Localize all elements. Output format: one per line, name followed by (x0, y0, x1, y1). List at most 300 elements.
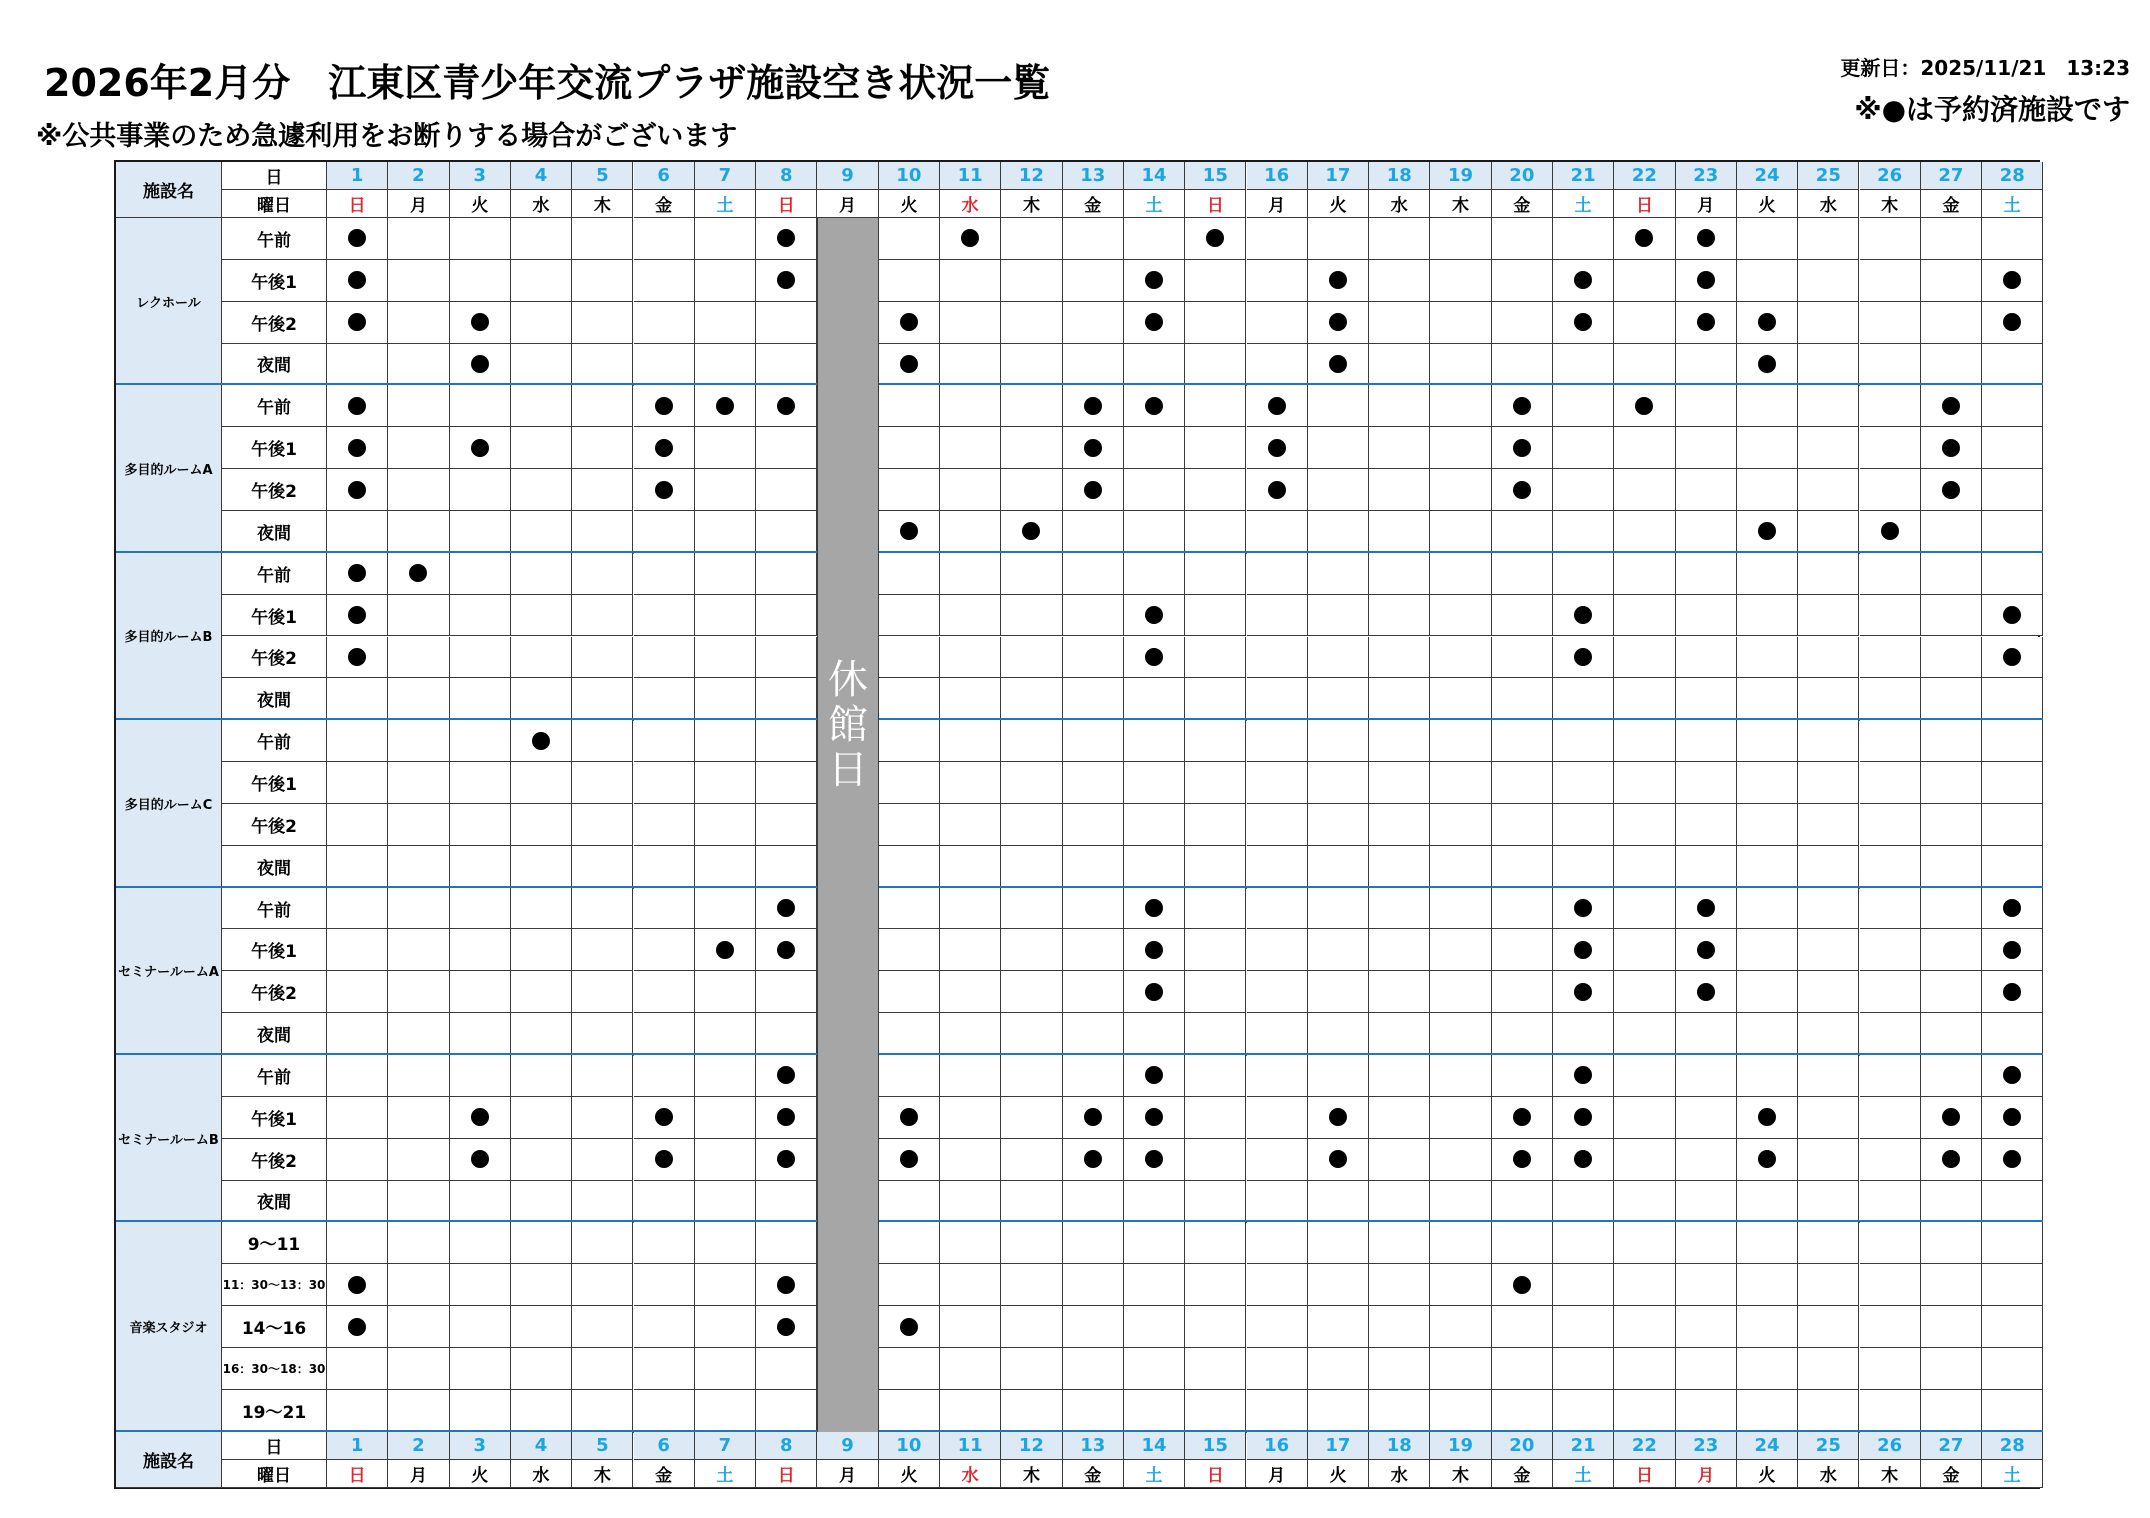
availability-cell[interactable] (1553, 888, 1614, 930)
availability-cell[interactable] (1614, 1013, 1675, 1055)
availability-cell[interactable] (450, 1348, 511, 1390)
availability-cell[interactable] (1430, 804, 1491, 846)
availability-cell[interactable] (695, 469, 756, 511)
availability-cell[interactable] (1614, 302, 1675, 344)
availability-cell[interactable] (1982, 427, 2043, 469)
availability-cell[interactable] (1308, 1013, 1369, 1055)
availability-cell[interactable] (1553, 1348, 1614, 1390)
availability-cell[interactable] (1124, 302, 1185, 344)
availability-cell[interactable] (1124, 218, 1185, 260)
availability-cell[interactable] (1614, 1348, 1675, 1390)
availability-cell[interactable] (1430, 427, 1491, 469)
availability-cell[interactable] (1124, 1013, 1185, 1055)
availability-cell[interactable] (572, 1348, 633, 1390)
availability-cell[interactable] (1614, 804, 1675, 846)
availability-cell[interactable] (1553, 553, 1614, 595)
availability-cell[interactable] (1982, 260, 2043, 302)
availability-cell[interactable] (695, 385, 756, 427)
availability-cell[interactable] (1982, 218, 2043, 260)
availability-cell[interactable] (634, 678, 695, 720)
availability-cell[interactable] (388, 218, 449, 260)
availability-cell[interactable] (450, 1222, 511, 1264)
availability-cell[interactable] (327, 637, 388, 679)
availability-cell[interactable] (634, 1306, 695, 1348)
availability-cell[interactable] (1798, 1055, 1859, 1097)
availability-cell[interactable] (327, 385, 388, 427)
availability-cell[interactable] (1798, 595, 1859, 637)
availability-cell[interactable] (1063, 260, 1124, 302)
availability-cell[interactable] (1430, 888, 1491, 930)
availability-cell[interactable] (1860, 971, 1921, 1013)
availability-cell[interactable] (1185, 1264, 1246, 1306)
availability-cell[interactable] (1124, 469, 1185, 511)
availability-cell[interactable] (1676, 260, 1737, 302)
availability-cell[interactable] (1553, 427, 1614, 469)
availability-cell[interactable] (1676, 218, 1737, 260)
availability-cell[interactable] (1798, 929, 1859, 971)
availability-cell[interactable] (879, 595, 940, 637)
availability-cell[interactable] (1430, 929, 1491, 971)
availability-cell[interactable] (1798, 1306, 1859, 1348)
availability-cell[interactable] (1369, 678, 1430, 720)
availability-cell[interactable] (756, 678, 817, 720)
availability-cell[interactable] (940, 804, 1001, 846)
availability-cell[interactable] (1185, 595, 1246, 637)
availability-cell[interactable] (1982, 1390, 2043, 1432)
availability-cell[interactable] (1308, 846, 1369, 888)
availability-cell[interactable] (1369, 1390, 1430, 1432)
availability-cell[interactable] (511, 553, 572, 595)
availability-cell[interactable] (1553, 804, 1614, 846)
availability-cell[interactable] (1492, 218, 1553, 260)
availability-cell[interactable] (1798, 1390, 1859, 1432)
availability-cell[interactable] (1492, 469, 1553, 511)
availability-cell[interactable] (1185, 553, 1246, 595)
availability-cell[interactable] (1982, 1139, 2043, 1181)
availability-cell[interactable] (940, 344, 1001, 386)
availability-cell[interactable] (695, 595, 756, 637)
availability-cell[interactable] (572, 1097, 633, 1139)
availability-cell[interactable] (1369, 385, 1430, 427)
availability-cell[interactable] (1614, 1306, 1675, 1348)
availability-cell[interactable] (1001, 971, 1062, 1013)
availability-cell[interactable] (1921, 804, 1982, 846)
availability-cell[interactable] (1614, 971, 1675, 1013)
availability-cell[interactable] (511, 302, 572, 344)
availability-cell[interactable] (1921, 1055, 1982, 1097)
availability-cell[interactable] (1921, 469, 1982, 511)
availability-cell[interactable] (879, 637, 940, 679)
availability-cell[interactable] (1553, 511, 1614, 553)
availability-cell[interactable] (695, 678, 756, 720)
availability-cell[interactable] (940, 1390, 1001, 1432)
availability-cell[interactable] (1247, 1306, 1308, 1348)
availability-cell[interactable] (388, 762, 449, 804)
availability-cell[interactable] (1001, 260, 1062, 302)
availability-cell[interactable] (1308, 302, 1369, 344)
availability-cell[interactable] (756, 1348, 817, 1390)
availability-cell[interactable] (1063, 1013, 1124, 1055)
availability-cell[interactable] (1676, 385, 1737, 427)
availability-cell[interactable] (1921, 1097, 1982, 1139)
availability-cell[interactable] (1308, 469, 1369, 511)
availability-cell[interactable] (1737, 260, 1798, 302)
availability-cell[interactable] (1676, 846, 1737, 888)
availability-cell[interactable] (1001, 302, 1062, 344)
availability-cell[interactable] (756, 595, 817, 637)
availability-cell[interactable] (327, 553, 388, 595)
availability-cell[interactable] (1798, 385, 1859, 427)
availability-cell[interactable] (1492, 1055, 1553, 1097)
availability-cell[interactable] (695, 1264, 756, 1306)
availability-cell[interactable] (1676, 1306, 1737, 1348)
availability-cell[interactable] (1369, 1013, 1430, 1055)
availability-cell[interactable] (1737, 1348, 1798, 1390)
availability-cell[interactable] (695, 511, 756, 553)
availability-cell[interactable] (1614, 637, 1675, 679)
availability-cell[interactable] (1247, 804, 1308, 846)
availability-cell[interactable] (1614, 1139, 1675, 1181)
availability-cell[interactable] (1982, 344, 2043, 386)
availability-cell[interactable] (1921, 1139, 1982, 1181)
availability-cell[interactable] (634, 344, 695, 386)
availability-cell[interactable] (1676, 595, 1737, 637)
availability-cell[interactable] (1001, 678, 1062, 720)
availability-cell[interactable] (327, 1264, 388, 1306)
availability-cell[interactable] (327, 1055, 388, 1097)
availability-cell[interactable] (940, 762, 1001, 804)
availability-cell[interactable] (511, 1390, 572, 1432)
availability-cell[interactable] (572, 1306, 633, 1348)
availability-cell[interactable] (1430, 511, 1491, 553)
availability-cell[interactable] (1860, 1181, 1921, 1223)
availability-cell[interactable] (1676, 1097, 1737, 1139)
availability-cell[interactable] (1737, 637, 1798, 679)
availability-cell[interactable] (1369, 888, 1430, 930)
availability-cell[interactable] (940, 302, 1001, 344)
availability-cell[interactable] (572, 344, 633, 386)
availability-cell[interactable] (1492, 720, 1553, 762)
availability-cell[interactable] (1185, 344, 1246, 386)
availability-cell[interactable] (327, 678, 388, 720)
availability-cell[interactable] (1553, 260, 1614, 302)
availability-cell[interactable] (695, 260, 756, 302)
availability-cell[interactable] (1063, 1222, 1124, 1264)
availability-cell[interactable] (1247, 344, 1308, 386)
availability-cell[interactable] (634, 260, 695, 302)
availability-cell[interactable] (1676, 720, 1737, 762)
availability-cell[interactable] (1553, 1013, 1614, 1055)
availability-cell[interactable] (695, 218, 756, 260)
availability-cell[interactable] (879, 720, 940, 762)
availability-cell[interactable] (327, 720, 388, 762)
availability-cell[interactable] (940, 1306, 1001, 1348)
availability-cell[interactable] (1247, 1139, 1308, 1181)
availability-cell[interactable] (1001, 1139, 1062, 1181)
availability-cell[interactable] (327, 1390, 388, 1432)
availability-cell[interactable] (511, 762, 572, 804)
availability-cell[interactable] (450, 762, 511, 804)
availability-cell[interactable] (1185, 846, 1246, 888)
availability-cell[interactable] (1124, 1348, 1185, 1390)
availability-cell[interactable] (388, 1139, 449, 1181)
availability-cell[interactable] (1492, 427, 1553, 469)
availability-cell[interactable] (1798, 971, 1859, 1013)
availability-cell[interactable] (1798, 1222, 1859, 1264)
availability-cell[interactable] (388, 929, 449, 971)
availability-cell[interactable] (1982, 762, 2043, 804)
availability-cell[interactable] (1308, 637, 1369, 679)
availability-cell[interactable] (1001, 385, 1062, 427)
availability-cell[interactable] (388, 595, 449, 637)
availability-cell[interactable] (1553, 1181, 1614, 1223)
availability-cell[interactable] (1247, 511, 1308, 553)
availability-cell[interactable] (1921, 511, 1982, 553)
availability-cell[interactable] (879, 1097, 940, 1139)
availability-cell[interactable] (1247, 1097, 1308, 1139)
availability-cell[interactable] (1369, 218, 1430, 260)
availability-cell[interactable] (1737, 804, 1798, 846)
availability-cell[interactable] (1921, 344, 1982, 386)
availability-cell[interactable] (1308, 1390, 1369, 1432)
availability-cell[interactable] (450, 1181, 511, 1223)
availability-cell[interactable] (450, 595, 511, 637)
availability-cell[interactable] (1737, 302, 1798, 344)
availability-cell[interactable] (1369, 1181, 1430, 1223)
availability-cell[interactable] (1860, 846, 1921, 888)
availability-cell[interactable] (756, 1181, 817, 1223)
availability-cell[interactable] (1553, 1055, 1614, 1097)
availability-cell[interactable] (1247, 1390, 1308, 1432)
availability-cell[interactable] (388, 1222, 449, 1264)
availability-cell[interactable] (1369, 260, 1430, 302)
availability-cell[interactable] (1982, 1055, 2043, 1097)
availability-cell[interactable] (1614, 846, 1675, 888)
availability-cell[interactable] (1860, 888, 1921, 930)
availability-cell[interactable] (1982, 302, 2043, 344)
availability-cell[interactable] (1185, 385, 1246, 427)
availability-cell[interactable] (879, 929, 940, 971)
availability-cell[interactable] (756, 469, 817, 511)
availability-cell[interactable] (327, 427, 388, 469)
availability-cell[interactable] (756, 1097, 817, 1139)
availability-cell[interactable] (1614, 678, 1675, 720)
availability-cell[interactable] (1308, 1264, 1369, 1306)
availability-cell[interactable] (1614, 762, 1675, 804)
availability-cell[interactable] (511, 1222, 572, 1264)
availability-cell[interactable] (1614, 1390, 1675, 1432)
availability-cell[interactable] (572, 1013, 633, 1055)
availability-cell[interactable] (1185, 971, 1246, 1013)
availability-cell[interactable] (1860, 469, 1921, 511)
availability-cell[interactable] (1860, 595, 1921, 637)
availability-cell[interactable] (634, 1013, 695, 1055)
availability-cell[interactable] (1798, 218, 1859, 260)
availability-cell[interactable] (1737, 595, 1798, 637)
availability-cell[interactable] (1492, 553, 1553, 595)
availability-cell[interactable] (1063, 637, 1124, 679)
availability-cell[interactable] (1982, 1306, 2043, 1348)
availability-cell[interactable] (511, 260, 572, 302)
availability-cell[interactable] (450, 427, 511, 469)
availability-cell[interactable] (450, 888, 511, 930)
availability-cell[interactable] (1001, 720, 1062, 762)
availability-cell[interactable] (1492, 1264, 1553, 1306)
availability-cell[interactable] (634, 595, 695, 637)
availability-cell[interactable] (879, 469, 940, 511)
availability-cell[interactable] (1798, 511, 1859, 553)
availability-cell[interactable] (1001, 1264, 1062, 1306)
availability-cell[interactable] (1492, 1097, 1553, 1139)
availability-cell[interactable] (511, 888, 572, 930)
availability-cell[interactable] (1063, 344, 1124, 386)
availability-cell[interactable] (1921, 1264, 1982, 1306)
availability-cell[interactable] (1676, 1390, 1737, 1432)
availability-cell[interactable] (511, 344, 572, 386)
availability-cell[interactable] (388, 1013, 449, 1055)
availability-cell[interactable] (1124, 1264, 1185, 1306)
availability-cell[interactable] (634, 427, 695, 469)
availability-cell[interactable] (1430, 469, 1491, 511)
availability-cell[interactable] (634, 762, 695, 804)
availability-cell[interactable] (1553, 1097, 1614, 1139)
availability-cell[interactable] (756, 553, 817, 595)
availability-cell[interactable] (695, 762, 756, 804)
availability-cell[interactable] (1369, 804, 1430, 846)
availability-cell[interactable] (1860, 929, 1921, 971)
availability-cell[interactable] (1124, 637, 1185, 679)
availability-cell[interactable] (1553, 1139, 1614, 1181)
availability-cell[interactable] (1921, 637, 1982, 679)
availability-cell[interactable] (1247, 637, 1308, 679)
availability-cell[interactable] (327, 929, 388, 971)
availability-cell[interactable] (1614, 888, 1675, 930)
availability-cell[interactable] (879, 1181, 940, 1223)
availability-cell[interactable] (879, 1139, 940, 1181)
availability-cell[interactable] (1308, 427, 1369, 469)
availability-cell[interactable] (1860, 1390, 1921, 1432)
availability-cell[interactable] (1247, 888, 1308, 930)
availability-cell[interactable] (1860, 637, 1921, 679)
availability-cell[interactable] (1614, 260, 1675, 302)
availability-cell[interactable] (1001, 344, 1062, 386)
availability-cell[interactable] (1676, 1348, 1737, 1390)
availability-cell[interactable] (1921, 385, 1982, 427)
availability-cell[interactable] (450, 804, 511, 846)
availability-cell[interactable] (1001, 1055, 1062, 1097)
availability-cell[interactable] (634, 1390, 695, 1432)
availability-cell[interactable] (634, 804, 695, 846)
availability-cell[interactable] (327, 1139, 388, 1181)
availability-cell[interactable] (756, 1013, 817, 1055)
availability-cell[interactable] (879, 678, 940, 720)
availability-cell[interactable] (1676, 929, 1737, 971)
availability-cell[interactable] (450, 344, 511, 386)
availability-cell[interactable] (388, 1264, 449, 1306)
availability-cell[interactable] (388, 302, 449, 344)
availability-cell[interactable] (450, 929, 511, 971)
availability-cell[interactable] (1798, 260, 1859, 302)
availability-cell[interactable] (879, 804, 940, 846)
availability-cell[interactable] (1982, 1264, 2043, 1306)
availability-cell[interactable] (327, 888, 388, 930)
availability-cell[interactable] (1614, 1097, 1675, 1139)
availability-cell[interactable] (1798, 804, 1859, 846)
availability-cell[interactable] (1308, 385, 1369, 427)
availability-cell[interactable] (1492, 344, 1553, 386)
availability-cell[interactable] (1798, 637, 1859, 679)
availability-cell[interactable] (1369, 762, 1430, 804)
availability-cell[interactable] (1676, 469, 1737, 511)
availability-cell[interactable] (1492, 971, 1553, 1013)
availability-cell[interactable] (1737, 344, 1798, 386)
availability-cell[interactable] (1308, 1097, 1369, 1139)
availability-cell[interactable] (1492, 1181, 1553, 1223)
availability-cell[interactable] (1921, 218, 1982, 260)
availability-cell[interactable] (1982, 929, 2043, 971)
availability-cell[interactable] (388, 260, 449, 302)
availability-cell[interactable] (634, 846, 695, 888)
availability-cell[interactable] (756, 846, 817, 888)
availability-cell[interactable] (1737, 385, 1798, 427)
availability-cell[interactable] (879, 1348, 940, 1390)
availability-cell[interactable] (1798, 762, 1859, 804)
availability-cell[interactable] (1247, 427, 1308, 469)
availability-cell[interactable] (1860, 1306, 1921, 1348)
availability-cell[interactable] (1247, 846, 1308, 888)
availability-cell[interactable] (1614, 929, 1675, 971)
availability-cell[interactable] (1247, 385, 1308, 427)
availability-cell[interactable] (1492, 637, 1553, 679)
availability-cell[interactable] (450, 1097, 511, 1139)
availability-cell[interactable] (388, 1055, 449, 1097)
availability-cell[interactable] (1308, 1139, 1369, 1181)
availability-cell[interactable] (450, 511, 511, 553)
availability-cell[interactable] (1860, 1222, 1921, 1264)
availability-cell[interactable] (1430, 553, 1491, 595)
availability-cell[interactable] (756, 1222, 817, 1264)
availability-cell[interactable] (1063, 846, 1124, 888)
availability-cell[interactable] (940, 637, 1001, 679)
availability-cell[interactable] (695, 637, 756, 679)
availability-cell[interactable] (1308, 344, 1369, 386)
availability-cell[interactable] (1982, 511, 2043, 553)
availability-cell[interactable] (940, 553, 1001, 595)
availability-cell[interactable] (940, 846, 1001, 888)
availability-cell[interactable] (1001, 1348, 1062, 1390)
availability-cell[interactable] (1430, 1264, 1491, 1306)
availability-cell[interactable] (1737, 720, 1798, 762)
availability-cell[interactable] (1063, 427, 1124, 469)
availability-cell[interactable] (634, 720, 695, 762)
availability-cell[interactable] (450, 1390, 511, 1432)
availability-cell[interactable] (1001, 846, 1062, 888)
availability-cell[interactable] (940, 720, 1001, 762)
availability-cell[interactable] (1798, 344, 1859, 386)
availability-cell[interactable] (1124, 720, 1185, 762)
availability-cell[interactable] (1492, 846, 1553, 888)
availability-cell[interactable] (388, 846, 449, 888)
availability-cell[interactable] (1063, 888, 1124, 930)
availability-cell[interactable] (572, 804, 633, 846)
availability-cell[interactable] (879, 971, 940, 1013)
availability-cell[interactable] (695, 846, 756, 888)
availability-cell[interactable] (940, 678, 1001, 720)
availability-cell[interactable] (1308, 720, 1369, 762)
availability-cell[interactable] (327, 344, 388, 386)
availability-cell[interactable] (756, 929, 817, 971)
availability-cell[interactable] (1676, 1055, 1737, 1097)
